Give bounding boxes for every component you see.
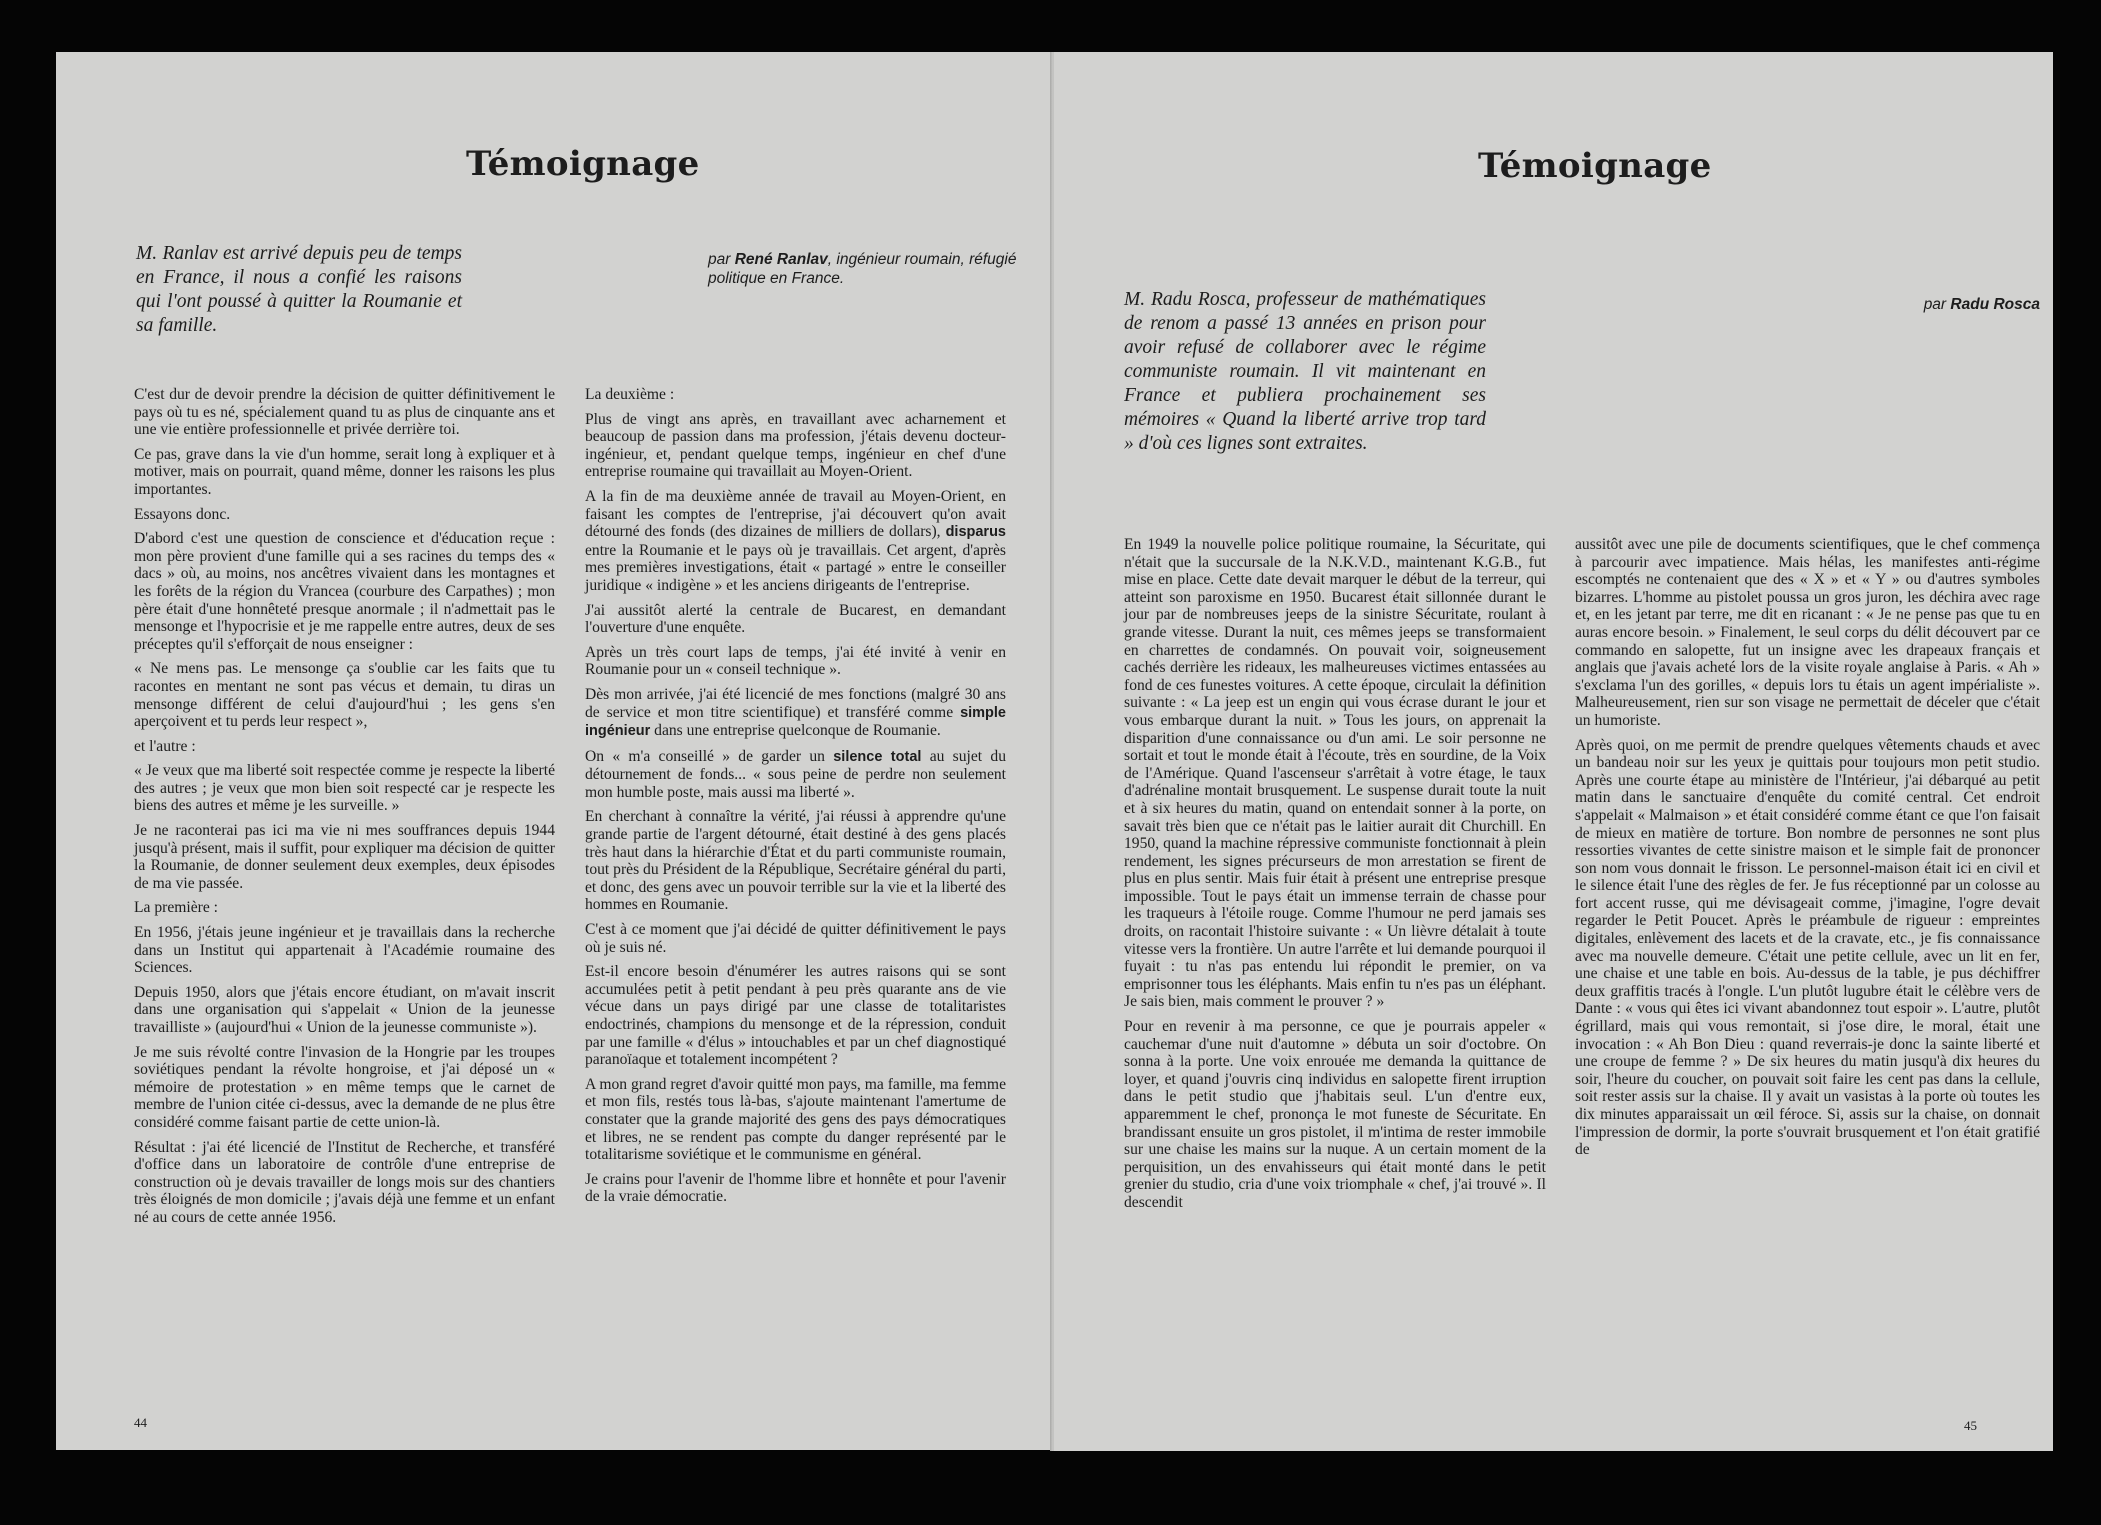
page-number: 44 (134, 1415, 147, 1430)
paragraph (585, 488, 1006, 595)
paragraph: « Ne mens pas. Le mensonge ça s'oublie car les faits que tu racontes en mentant ne sont pas vécus et demain, tu diras un mensonge différent de celui d'aujourd'hui ; les gens s'en aperçoivent et tu perds leur respect », (134, 660, 555, 731)
text-run: dans une entreprise quelconque de Roumanie. (650, 722, 941, 740)
paragraph: Je me suis révolté contre l'invasion de la Hongrie par les troupes soviétiques pendant la révolte hongroise, et j'ai déposé un « mémoire de protestation » en même temps que le carnet de membre de l'union citée ci-dessus, avec la demande de ne plus être considéré comme faisant partie de cette union-là. (134, 1043, 555, 1131)
paragraph: Je crains pour l'avenir de l'homme libre et honnête et pour l'avenir de la vraie démocratie. (585, 1170, 1006, 1206)
paragraph: Je ne raconterai pas ici ma vie ni mes souffrances depuis 1944 jusqu'à présent, mais il suffit, pour expliquer ma décision de quitter la Roumanie, de donner seulement deux exemples, deux épisodes de ma vie passée. (134, 822, 555, 892)
paragraph: et l'autre : (134, 737, 196, 755)
left-page (56, 52, 1052, 1450)
paragraph: En cherchant à connaître la vérité, j'ai réussi à apprendre qu'une grande partie de l'argent détourné, était destiné à des gens placés très haut dans la hiérarchie d'État et du parti communiste roumain, tout près du Président de la République, Secrétaire général du parti, et donc, des gens avec un pouvoir terrible sur la vie et la liberté des hommes en Roumanie. (585, 808, 1006, 914)
right-column-1 (1124, 536, 1546, 1219)
right-column-2 (1575, 536, 2040, 1166)
byline (708, 250, 1038, 288)
paragraph: C'est dur de devoir prendre la décision de quitter définitivement le pays où tu es né, spécialement quand tu as plus de cinquante ans et une vie entière professionnelle et privée derrière toi. (134, 386, 555, 439)
left-column-1 (134, 386, 555, 1234)
paragraph: En 1949 la nouvelle police politique roumaine, la Sécuritate, qui n'était que la succursale de la N.K.V.D., maintenant K.G.B., fut mise en place. Cette date devait marquer le début de la terreur, qui atteint son paroxisme en 1950. Bucarest était sillonnée durant le jour par de nombreuses jeeps de la sinistre Sécuritate, roulant à grande vitesse. Durant la nuit, ces mêmes jeeps se transformaient en charrettes de condamnés. On pouvait voir, soigneusement cachés derrière les rideaux, les malheureuses victimes entassées au fond de ces funestes voitures. A cette époque, circulait la définition suivante : « La jeep est un engin qui vous écrase durant le jour et vous embarque durant la nuit. » Tous les jours, on apprenait la disparition d'une connaissance ou d'un ami. Le soir personne ne sortait et tout le monde était à l'écoute, très en sourdine, de la Voix de l'Amérique. Quand l'ascenseur s'arrêtait à votre étage, le taux d'adrénaline montait brusquement. Le suspense durait toute la nuit et à six heures du matin, quand on entendait sonner à la porte, on savait très bien que ce n'était pas le laitier aurait dit Churchill. En 1950, quand la machine répressive communiste fonctionnait à plein rendement, les signes précurseurs de mon arrestation se firent de plus en plus sentir. Mais fuir était à présent une entreprise presque impossible. Tout le pays était un immense terrain de chasse pour les traqueurs à l'étoile rouge. Comme l'humour ne perd jamais ses droits, on racontait l'histoire suivante : « Un lièvre détalait à toute vitesse vers la frontière. Un autre l'arrête et lui demande pourquoi il fuyait : tu n'as pas entendu lui répondit le premier, on va emprisonner tous les éléphants. Mais enfin tu n'es pas un éléphant. Je sais bien, mais comment le prouver ? » (1124, 536, 1546, 1011)
emphasis: silence total (833, 748, 922, 765)
text-run: Dès mon arrivée, j'ai été licencié de mes fonctions (malgré 30 ans de service et mon titre scientifique) et transféré comme (585, 685, 1006, 721)
paragraph: La deuxième : (585, 386, 675, 403)
article-intro: M. Radu Rosca, professeur de mathématiques de renom a passé 13 années en prison pour avoir refusé de collaborer avec le régime communiste roumain. Il vit maintenant en France et publiera prochainement ses mémoires « Quand la liberté arrive trop tard » d'où ces lignes sont extraites. (1124, 289, 1486, 454)
emphasis: simple ingénieur (585, 704, 1006, 740)
byline-prefix: par (708, 251, 735, 268)
paragraph: A mon grand regret d'avoir quitté mon pays, ma famille, ma femme et mon fils, restés tous là-bas, s'ajoute maintenant l'amertume de constater que la grande majorité des gens des pays démocratiques et libres, ne se rendent pas compte du danger représenté par le totalitarisme soviétique et le communisme en général. (585, 1075, 1006, 1164)
text-run: A la fin de ma deuxième année de travail au Moyen-Orient, en faisant les comptes de l'entreprise, j'ai découvert qu'on avait détourné des fonds (des dizaines de milliers de dollars), (585, 487, 1006, 541)
paragraph: Depuis 1950, alors que j'étais encore étudiant, on m'avait inscrit dans une organisation qui s'appelait « Union de la jeunesse travailliste » (aujourd'hui « Union de la jeunesse communiste »). (134, 983, 555, 1036)
paragraph: Après un très court laps de temps, j'ai été invité à venir en Roumanie pour un « conseil technique ». (585, 643, 1006, 679)
paragraph: Est-il encore besoin d'énumérer les autres raisons qui se sont accumulées petit à petit pendant à peu près quarante ans de vie vécue dans un pays dirigé par une classe de totalitaristes endoctrinés, champions du mensonge et de la répression, conduit par une famille « d'élus » intouchables et par un chef diagnostiqué paranoïaque et totalement incompétent ? (585, 963, 1006, 1069)
byline-prefix: par (1923, 296, 1951, 313)
paragraph (585, 686, 1006, 741)
text-run: au sujet du détournement de fonds... « sous peine de perdre non seulement mon humble poste, mais aussi ma liberté ». (585, 747, 1006, 801)
paragraph: C'est à ce moment que j'ai décidé de quitter définitivement le pays où je suis né. (585, 921, 1006, 956)
byline-author: René Ranlav (734, 251, 828, 268)
page-title: Témoignage (1478, 146, 1712, 186)
page-title: Témoignage (466, 144, 700, 184)
paragraph: Pour en revenir à ma personne, ce que je pourrais appeler « cauchemar d'une nuit d'automne » débuta un soir d'octobre. On sonna à la porte. Une voix enrouée me demanda la quittance de loyer, et quand j'ouvris cinq individus en salopette firent irruption dans le petit studio que j'habitais seul. L'un d'entre eux, apparemment le chef, prononça le mot funeste de Sécuritate. En brandissant ensuite un gros pistolet, il m'intima de rester immobile sur une chaise les mains sur la nuque. A un certain moment de la perquisition, un des envahisseurs qui était monté dans le petit grenier du studio, cria d'une voix triomphale « chef, j'ai trouvé ». Il descendit (1124, 1018, 1546, 1211)
paragraph: En 1956, j'étais jeune ingénieur et je travaillais dans la recherche dans un Institut qui appartenait à l'Académie roumaine des Sciences. (134, 924, 555, 977)
paragraph: Résultat : j'ai été licencié de l'Institut de Recherche, et transféré d'office dans un laboratoire de contrôle d'une entreprise de construction où je devais travailler de longs mois sur des chantiers très éloignés de mon domicile ; j'avais déjà une femme et un enfant né au cours de cette année 1956. (134, 1138, 555, 1226)
byline-suffix: , ingénieur roumain, réfugié politique en France. (708, 251, 1017, 287)
article-intro: M. Ranlav est arrivé depuis peu de temps en France, il nous a confié les raisons qui l'ont poussé à quitter la Roumanie et sa famille. (136, 243, 462, 336)
paragraph: aussitôt avec une pile de documents scientifiques, que le chef commença à parcourir avec impatience. Mais hélas, les manifestes anti-régime escomptés ne contenaient que des « X » et « Y » ou d'autres symboles bizarres. L'homme au pistolet poussa un gros juron, les déchira avec rage et, en les jetant par terre, me dit en ricanant : « Je ne pense pas que tu en auras encore besoin. » Finalement, le seul corps du délit découvert par ce commando en salopette, fut un insigne avec les drapeaux français et anglais que j'avais acheté lors de la visite royale anglaise à Paris. « Ah » s'exclama l'un des gorilles, « depuis lors tu étais un agent impérialiste ». Malheureusement, rien sur son visage ne permettait de déceler que c'était un humoriste. (1575, 536, 2040, 729)
paragraph: La première : (134, 899, 218, 917)
paragraph: D'abord c'est une question de conscience et d'éducation reçue : mon père provient d'une famille qui a ses racines du temps des « dacs » où, au moins, nos ancêtres vivaient dans les montagnes et les forêts de la région du Vrancea (courbure des Carpathes) ; mon père était d'une honnêteté presque anormale ; il n'admettait pas le mensonge et l'hypocrisie et je me rappelle entre autres, deux de ses préceptes qu'il s'efforçait de nous enseigner : (134, 530, 555, 653)
paragraph: Ce pas, grave dans la vie d'un homme, serait long à expliquer et à motiver, mais on pourrait, quand même, donner les raisons les plus importantes. (134, 445, 555, 498)
emphasis: disparus (945, 524, 1006, 541)
paragraph: Plus de vingt ans après, en travaillant avec acharnement et beaucoup de passion dans ma profession, j'étais devenu docteur-ingénieur, et, pendant quelque temps, ingénieur en chef d'une entreprise roumaine qui travaillait au Moyen-Orient. (585, 410, 1006, 481)
left-column-2 (585, 386, 1006, 1213)
page-number: 45 (1964, 1418, 1977, 1433)
text-run: On « m'a conseillé » de garder un (585, 747, 834, 765)
byline (1850, 295, 2040, 314)
right-page (1054, 52, 2053, 1451)
paragraph: J'ai aussitôt alerté la centrale de Bucarest, en demandant l'ouverture d'une enquête. (585, 601, 1006, 637)
paragraph (585, 748, 1006, 802)
byline-author: Radu Rosca (1950, 296, 2040, 313)
paragraph: Essayons donc. (134, 505, 231, 523)
paragraph: « Je veux que ma liberté soit respectée comme je respecte la liberté des autres ; je veux que mon bien soit respecté car je respecte les biens des autres et même je les surveille. » (134, 762, 555, 815)
paragraph: Après quoi, on me permit de prendre quelques vêtements chauds et avec un bandeau noir sur les yeux je quittais pour toujours mon petit studio. Après une courte étape au ministère de l'Intérieur, j'ai débarqué au petit matin dans le sanctuaire d'enquête du comité central. Cet endroit s'appelait « Malmaison » et était considéré comme étant ce que l'on faisait de mieux en matière de torture. Bon nombre de personnes ne sont plus ressorties vivantes de cette sinistre maison et le simple fait de prononcer son nom vous donnait le frisson. Le personnel-maison était ici en civil et le silence était l'une des règles de fer. Je fus réceptionné par un colosse au fort accent russe, qui me dévisageait comme, j'imagine, l'ogre devait regarder le Petit Poucet. Après le préambule de rigueur : empreintes digitales, enlèvement des lacets et de la cravate, etc., je fis connaissance avec ma nouvelle demeure. C'était une petite cellule, avec un lit en fer, une chaise et une table en bois. Au-dessus de la table, je pus déchiffrer deux graffitis tracés à l'ongle. L'un plutôt lugubre était le célèbre vers de Dante : « vous qui êtes ici vivant abandonnez tout espoir ». L'autre, plutôt égrillard, mais qui vous remontait, si j'ose dire, le moral, était une invocation : « Ah Bon Dieu : quand reverrais-je donc la sainte liberté et une croupe de femme ? » De six heures du matin jusqu'à dix heures du soir, l'heure du coucher, on pouvait soit faire les cent pas dans la cellule, soit rester assis sur la chaise. Il y avait un vasistas à la porte où toutes les dix minutes apparaissait un œil féroce. Si, assis sur la chaise, on donnait l'impression de dormir, la porte s'ouvrait brusquement et l'on était gratifié de (1575, 736, 2040, 1159)
text-run: entre la Roumanie et le pays où je travaillais. Cet argent, d'après mes premières investigations, était « partagé » entre le conseiller juridique « indigène » et les anciens dirigeants de l'entreprise. (585, 541, 1006, 594)
